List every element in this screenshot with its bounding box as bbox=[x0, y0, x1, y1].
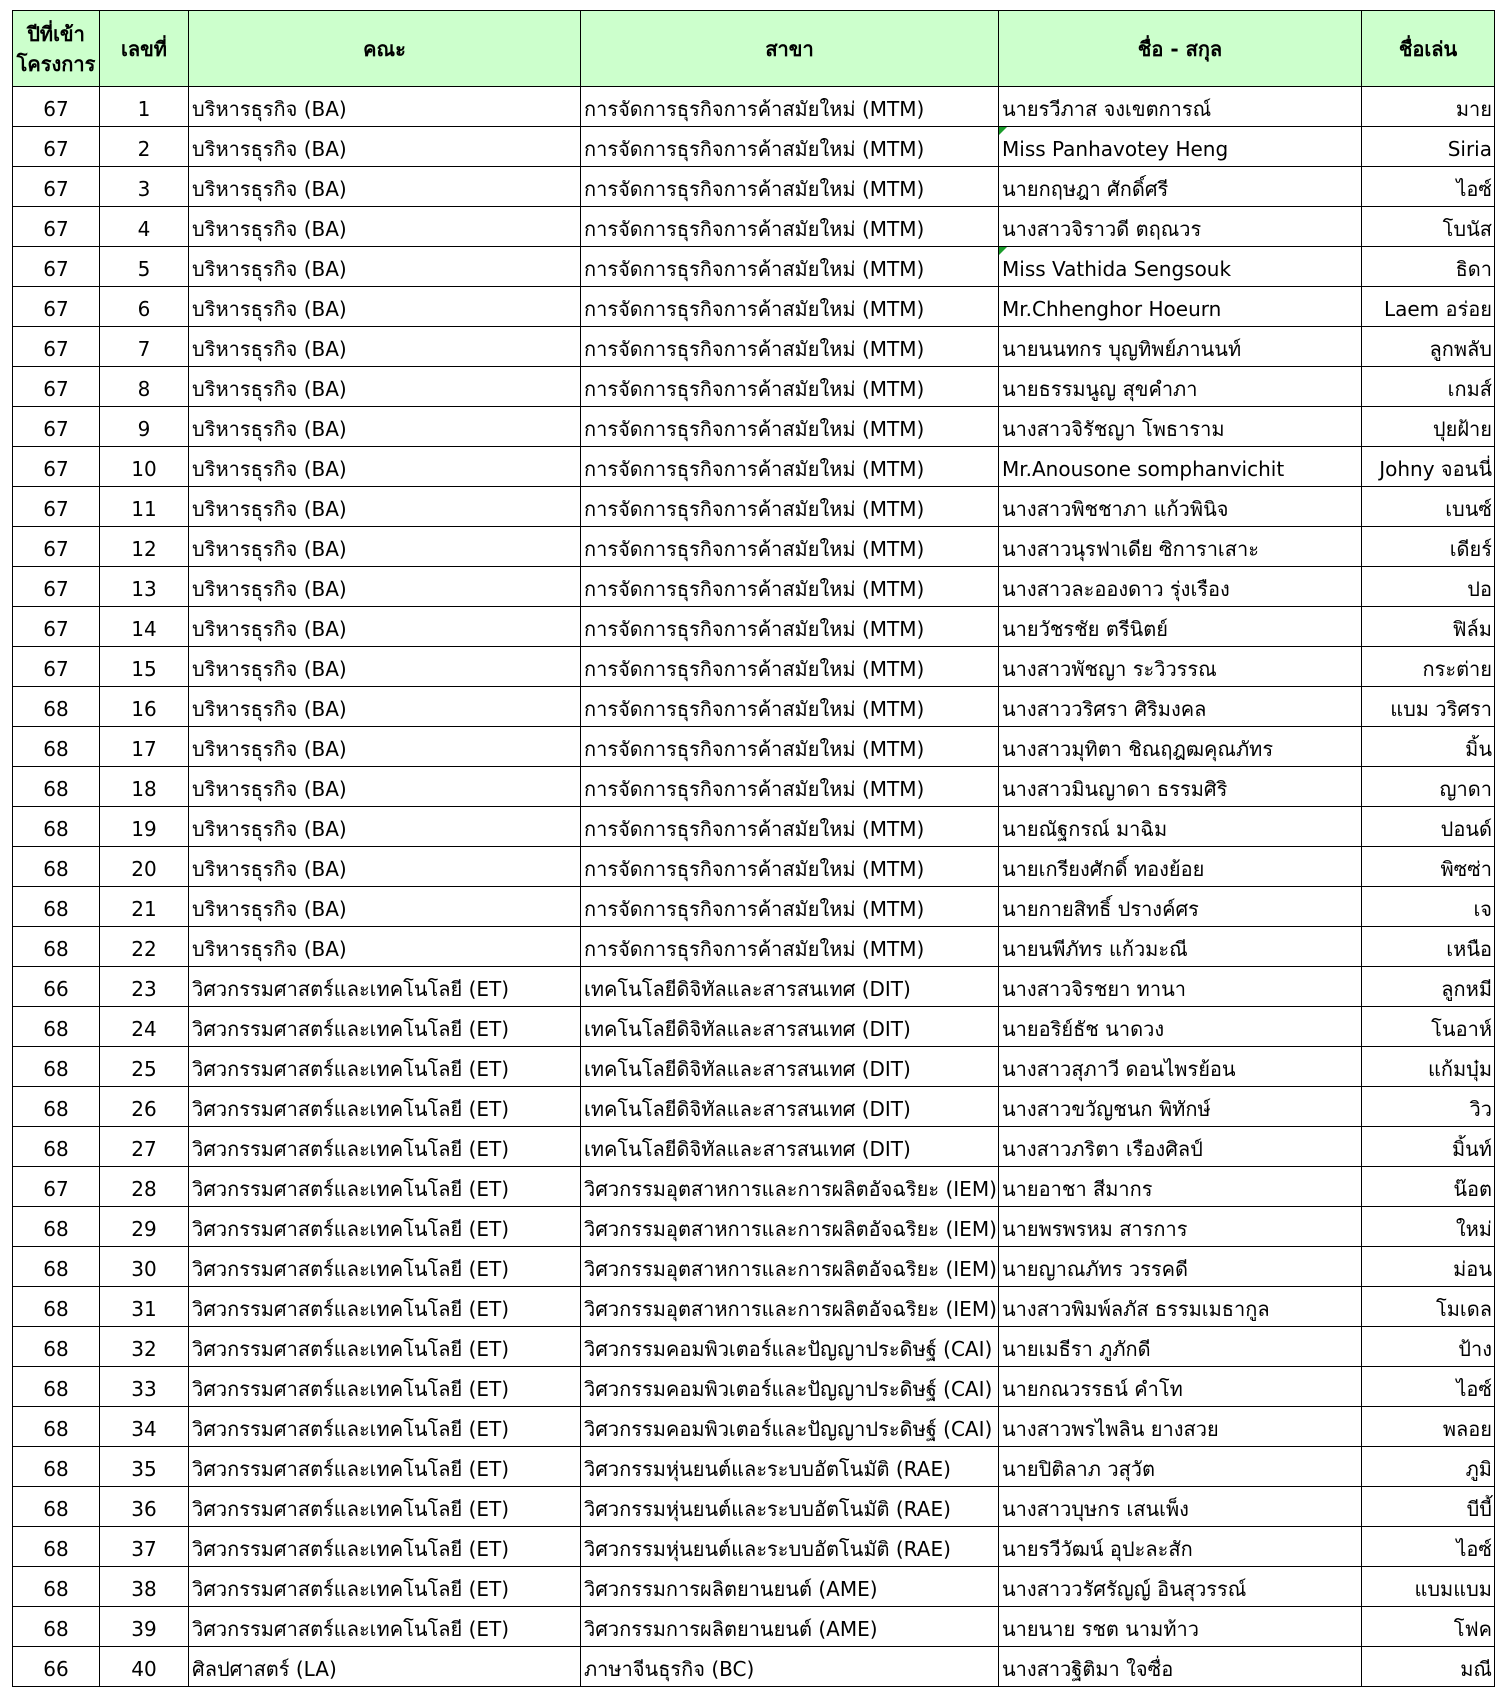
header-major[interactable]: สาขา bbox=[581, 11, 999, 87]
cell-major[interactable]: วิศวกรรมการผลิตยานยนต์ (AME) bbox=[581, 1607, 999, 1647]
cell-major[interactable]: วิศวกรรมหุ่นยนต์และระบบอัตโนมัติ (RAE) bbox=[581, 1447, 999, 1487]
table-row bbox=[13, 1647, 1495, 1687]
cell-faculty[interactable]: บริหารธุรกิจ (BA) bbox=[189, 847, 581, 887]
table-row bbox=[13, 327, 1495, 367]
cell-major[interactable]: วิศวกรรมอุตสาหการและการผลิตอัจฉริยะ (IEM) bbox=[581, 1207, 999, 1247]
cell-year[interactable]: 67 bbox=[13, 167, 100, 207]
cell-faculty[interactable]: วิศวกรรมศาสตร์และเทคโนโลยี (ET) bbox=[189, 1367, 581, 1407]
cell-major[interactable]: การจัดการธุรกิจการค้าสมัยใหม่ (MTM) bbox=[581, 367, 999, 407]
cell-no[interactable]: 8 bbox=[100, 367, 189, 407]
cell-no[interactable]: 10 bbox=[100, 447, 189, 487]
cell-nickname[interactable]: ใหม่ bbox=[1362, 1207, 1495, 1247]
cell-year[interactable]: 68 bbox=[13, 927, 100, 967]
cell-no[interactable]: 19 bbox=[100, 807, 189, 847]
cell-major[interactable]: การจัดการธุรกิจการค้าสมัยใหม่ (MTM) bbox=[581, 567, 999, 607]
cell-year[interactable]: 67 bbox=[13, 207, 100, 247]
cell-major[interactable]: การจัดการธุรกิจการค้าสมัยใหม่ (MTM) bbox=[581, 847, 999, 887]
cell-faculty[interactable]: วิศวกรรมศาสตร์และเทคโนโลยี (ET) bbox=[189, 1527, 581, 1567]
cell-no[interactable]: 14 bbox=[100, 607, 189, 647]
cell-year[interactable]: 68 bbox=[13, 1327, 100, 1367]
cell-faculty[interactable]: วิศวกรรมศาสตร์และเทคโนโลยี (ET) bbox=[189, 1607, 581, 1647]
cell-year[interactable]: 68 bbox=[13, 1447, 100, 1487]
cell-name[interactable]: นางสาวฐิติมา ใจซื่อ bbox=[999, 1647, 1362, 1687]
cell-year[interactable]: 66 bbox=[13, 1647, 100, 1687]
cell-major[interactable]: การจัดการธุรกิจการค้าสมัยใหม่ (MTM) bbox=[581, 287, 999, 327]
cell-name[interactable]: นางสาวภริตา เรืองศิลป์ bbox=[999, 1127, 1362, 1167]
table-row bbox=[13, 167, 1495, 207]
cell-name[interactable]: นายเกรียงศักดิ์ ทองย้อย bbox=[999, 847, 1362, 887]
cell-faculty[interactable]: วิศวกรรมศาสตร์และเทคโนโลยี (ET) bbox=[189, 1487, 581, 1527]
cell-faculty[interactable]: วิศวกรรมศาสตร์และเทคโนโลยี (ET) bbox=[189, 967, 581, 1007]
cell-no[interactable]: 21 bbox=[100, 887, 189, 927]
table-row bbox=[13, 87, 1495, 127]
cell-name[interactable]: นางสาวพรไพลิน ยางสวย bbox=[999, 1407, 1362, 1447]
cell-name[interactable]: นายอริย์ธัช นาดวง bbox=[999, 1007, 1362, 1047]
cell-major[interactable]: เทคโนโลยีดิจิทัลและสารสนเทศ (DIT) bbox=[581, 1047, 999, 1087]
cell-nickname[interactable]: น๊อต bbox=[1362, 1167, 1495, 1207]
cell-year[interactable]: 68 bbox=[13, 1487, 100, 1527]
table-row bbox=[13, 1207, 1495, 1247]
cell-faculty[interactable]: บริหารธุรกิจ (BA) bbox=[189, 247, 581, 287]
cell-major[interactable]: วิศวกรรมอุตสาหการและการผลิตอัจฉริยะ (IEM) bbox=[581, 1167, 999, 1207]
cell-faculty[interactable]: บริหารธุรกิจ (BA) bbox=[189, 447, 581, 487]
cell-no[interactable]: 7 bbox=[100, 327, 189, 367]
cell-name[interactable]: Mr.Chhenghor Hoeurn bbox=[999, 287, 1362, 327]
cell-year[interactable]: 68 bbox=[13, 1047, 100, 1087]
cell-name[interactable]: นางสาวขวัญชนก พิทักษ์ bbox=[999, 1087, 1362, 1127]
cell-year[interactable]: 67 bbox=[13, 647, 100, 687]
cell-nickname[interactable]: โบนัส bbox=[1362, 207, 1495, 247]
table-row bbox=[13, 1607, 1495, 1647]
cell-major[interactable]: วิศวกรรมการผลิตยานยนต์ (AME) bbox=[581, 1567, 999, 1607]
cell-no[interactable]: 18 bbox=[100, 767, 189, 807]
cell-name[interactable]: นายกายสิทธิ์ ปรางค์ศร bbox=[999, 887, 1362, 927]
cell-major[interactable]: การจัดการธุรกิจการค้าสมัยใหม่ (MTM) bbox=[581, 207, 999, 247]
table-row bbox=[13, 1047, 1495, 1087]
cell-name[interactable]: นางสาวพัชญา ระวิวรรณ bbox=[999, 647, 1362, 687]
table-row bbox=[13, 647, 1495, 687]
cell-faculty[interactable]: บริหารธุรกิจ (BA) bbox=[189, 727, 581, 767]
cell-faculty[interactable]: วิศวกรรมศาสตร์และเทคโนโลยี (ET) bbox=[189, 1167, 581, 1207]
cell-year[interactable]: 67 bbox=[13, 127, 100, 167]
cell-name[interactable]: นางสาววริศรา ศิริมงคล bbox=[999, 687, 1362, 727]
cell-nickname[interactable]: Laem อร่อย bbox=[1362, 287, 1495, 327]
cell-major[interactable]: เทคโนโลยีดิจิทัลและสารสนเทศ (DIT) bbox=[581, 967, 999, 1007]
cell-faculty[interactable]: บริหารธุรกิจ (BA) bbox=[189, 287, 581, 327]
cell-faculty[interactable]: ศิลปศาสตร์ (LA) bbox=[189, 1647, 581, 1687]
cell-nickname[interactable]: เบนซ์ bbox=[1362, 487, 1495, 527]
cell-name[interactable]: นางสาวจิรัชญา โพธาราม bbox=[999, 407, 1362, 447]
cell-faculty[interactable]: บริหารธุรกิจ (BA) bbox=[189, 807, 581, 847]
cell-faculty[interactable]: บริหารธุรกิจ (BA) bbox=[189, 167, 581, 207]
header-year[interactable] bbox=[13, 11, 100, 87]
cell-faculty[interactable]: วิศวกรรมศาสตร์และเทคโนโลยี (ET) bbox=[189, 1047, 581, 1087]
header-faculty[interactable]: คณะ bbox=[189, 11, 581, 87]
cell-no[interactable]: 13 bbox=[100, 567, 189, 607]
cell-year[interactable]: 67 bbox=[13, 247, 100, 287]
cell-major[interactable]: วิศวกรรมอุตสาหการและการผลิตอัจฉริยะ (IEM) bbox=[581, 1247, 999, 1287]
cell-faculty[interactable]: วิศวกรรมศาสตร์และเทคโนโลยี (ET) bbox=[189, 1327, 581, 1367]
cell-nickname[interactable]: พลอย bbox=[1362, 1407, 1495, 1447]
cell-name[interactable]: นายนพีภัทร แก้วมะณี bbox=[999, 927, 1362, 967]
cell-faculty[interactable]: บริหารธุรกิจ (BA) bbox=[189, 567, 581, 607]
cell-no[interactable]: 33 bbox=[100, 1367, 189, 1407]
cell-no[interactable]: 23 bbox=[100, 967, 189, 1007]
cell-year[interactable]: 68 bbox=[13, 807, 100, 847]
cell-faculty[interactable]: บริหารธุรกิจ (BA) bbox=[189, 407, 581, 447]
cell-faculty[interactable]: บริหารธุรกิจ (BA) bbox=[189, 647, 581, 687]
cell-name[interactable]: Miss Panhavotey Heng bbox=[999, 127, 1362, 167]
table-row bbox=[13, 1527, 1495, 1567]
cell-major[interactable]: การจัดการธุรกิจการค้าสมัยใหม่ (MTM) bbox=[581, 327, 999, 367]
cell-nickname[interactable]: แบม วริศรา bbox=[1362, 687, 1495, 727]
cell-faculty[interactable]: บริหารธุรกิจ (BA) bbox=[189, 527, 581, 567]
cell-no[interactable]: 1 bbox=[100, 87, 189, 127]
cell-name[interactable]: นางสาวพิชชาภา แก้วพินิจ bbox=[999, 487, 1362, 527]
cell-year[interactable]: 68 bbox=[13, 1127, 100, 1167]
table-row bbox=[13, 1327, 1495, 1367]
header-no[interactable]: เลขที่ bbox=[100, 11, 189, 87]
cell-major[interactable]: การจัดการธุรกิจการค้าสมัยใหม่ (MTM) bbox=[581, 767, 999, 807]
cell-year[interactable]: 67 bbox=[13, 87, 100, 127]
cell-no[interactable]: 27 bbox=[100, 1127, 189, 1167]
cell-nickname[interactable]: ฟิล์ม bbox=[1362, 607, 1495, 647]
cell-no[interactable]: 34 bbox=[100, 1407, 189, 1447]
cell-year[interactable]: 68 bbox=[13, 1527, 100, 1567]
cell-major[interactable]: การจัดการธุรกิจการค้าสมัยใหม่ (MTM) bbox=[581, 167, 999, 207]
cell-major[interactable]: การจัดการธุรกิจการค้าสมัยใหม่ (MTM) bbox=[581, 87, 999, 127]
cell-faculty[interactable]: วิศวกรรมศาสตร์และเทคโนโลยี (ET) bbox=[189, 1247, 581, 1287]
cell-nickname[interactable]: ปอนด์ bbox=[1362, 807, 1495, 847]
table-row bbox=[13, 407, 1495, 447]
header-year-line2: โครงการ bbox=[16, 51, 96, 76]
cell-faculty[interactable]: วิศวกรรมศาสตร์และเทคโนโลยี (ET) bbox=[189, 1207, 581, 1247]
table-row bbox=[13, 807, 1495, 847]
cell-nickname[interactable]: โฟค bbox=[1362, 1607, 1495, 1647]
header-nickname[interactable]: ชื่อเล่น bbox=[1362, 11, 1495, 87]
cell-year[interactable]: 68 bbox=[13, 1087, 100, 1127]
cell-faculty[interactable]: วิศวกรรมศาสตร์และเทคโนโลยี (ET) bbox=[189, 1567, 581, 1607]
cell-no[interactable]: 11 bbox=[100, 487, 189, 527]
table-row bbox=[13, 527, 1495, 567]
cell-nickname[interactable]: แบมแบม bbox=[1362, 1567, 1495, 1607]
cell-year[interactable]: 68 bbox=[13, 1247, 100, 1287]
cell-no[interactable]: 25 bbox=[100, 1047, 189, 1087]
cell-name[interactable]: นายกฤษฎา ศักดิ์ศรี bbox=[999, 167, 1362, 207]
cell-faculty[interactable]: บริหารธุรกิจ (BA) bbox=[189, 327, 581, 367]
cell-year[interactable]: 67 bbox=[13, 487, 100, 527]
cell-no[interactable]: 39 bbox=[100, 1607, 189, 1647]
cell-major[interactable]: การจัดการธุรกิจการค้าสมัยใหม่ (MTM) bbox=[581, 647, 999, 687]
cell-year[interactable]: 68 bbox=[13, 887, 100, 927]
cell-faculty[interactable]: วิศวกรรมศาสตร์และเทคโนโลยี (ET) bbox=[189, 1447, 581, 1487]
cell-year[interactable]: 67 bbox=[13, 527, 100, 567]
cell-year[interactable]: 68 bbox=[13, 847, 100, 887]
table-row bbox=[13, 687, 1495, 727]
table-row bbox=[13, 127, 1495, 167]
cell-nickname[interactable]: Siria bbox=[1362, 127, 1495, 167]
table-row bbox=[13, 887, 1495, 927]
cell-year[interactable]: 67 bbox=[13, 607, 100, 647]
cell-nickname[interactable]: ม่อน bbox=[1362, 1247, 1495, 1287]
cell-nickname[interactable]: เดียร์ bbox=[1362, 527, 1495, 567]
cell-name[interactable]: นายวัชรชัย ตรีนิตย์ bbox=[999, 607, 1362, 647]
table-row bbox=[13, 967, 1495, 1007]
cell-nickname[interactable]: ญาดา bbox=[1362, 767, 1495, 807]
cell-name[interactable]: นางสาวละอองดาว รุ่งเรือง bbox=[999, 567, 1362, 607]
cell-faculty[interactable]: บริหารธุรกิจ (BA) bbox=[189, 887, 581, 927]
cell-nickname[interactable]: เกมส์ bbox=[1362, 367, 1495, 407]
cell-year[interactable]: 68 bbox=[13, 687, 100, 727]
table-row bbox=[13, 567, 1495, 607]
cell-faculty[interactable]: บริหารธุรกิจ (BA) bbox=[189, 687, 581, 727]
table-row bbox=[13, 1287, 1495, 1327]
cell-nickname[interactable]: ไอซ์ bbox=[1362, 167, 1495, 207]
cell-nickname[interactable]: วิว bbox=[1362, 1087, 1495, 1127]
cell-nickname[interactable]: โนอาห์ bbox=[1362, 1007, 1495, 1047]
cell-name[interactable]: นางสาวมินญาดา ธรรมศิริ bbox=[999, 767, 1362, 807]
cell-year[interactable]: 68 bbox=[13, 1607, 100, 1647]
cell-major[interactable]: วิศวกรรมอุตสาหการและการผลิตอัจฉริยะ (IEM) bbox=[581, 1287, 999, 1327]
cell-major[interactable]: วิศวกรรมหุ่นยนต์และระบบอัตโนมัติ (RAE) bbox=[581, 1487, 999, 1527]
cell-nickname[interactable]: ไอซ์ bbox=[1362, 1527, 1495, 1567]
cell-no[interactable]: 15 bbox=[100, 647, 189, 687]
cell-faculty[interactable]: วิศวกรรมศาสตร์และเทคโนโลยี (ET) bbox=[189, 1127, 581, 1167]
cell-nickname[interactable]: ไอซ์ bbox=[1362, 1367, 1495, 1407]
cell-year[interactable]: 67 bbox=[13, 407, 100, 447]
cell-major[interactable]: การจัดการธุรกิจการค้าสมัยใหม่ (MTM) bbox=[581, 447, 999, 487]
cell-no[interactable]: 6 bbox=[100, 287, 189, 327]
cell-faculty[interactable]: บริหารธุรกิจ (BA) bbox=[189, 127, 581, 167]
cell-major[interactable]: วิศวกรรมคอมพิวเตอร์และปัญญาประดิษฐ์ (CAI) bbox=[581, 1407, 999, 1447]
cell-year[interactable]: 68 bbox=[13, 1567, 100, 1607]
cell-major[interactable]: การจัดการธุรกิจการค้าสมัยใหม่ (MTM) bbox=[581, 807, 999, 847]
cell-year[interactable]: 68 bbox=[13, 1207, 100, 1247]
cell-nickname[interactable]: ปุยฝ้าย bbox=[1362, 407, 1495, 447]
cell-year[interactable]: 68 bbox=[13, 767, 100, 807]
cell-faculty[interactable]: วิศวกรรมศาสตร์และเทคโนโลยี (ET) bbox=[189, 1407, 581, 1447]
cell-faculty[interactable]: วิศวกรรมศาสตร์และเทคโนโลยี (ET) bbox=[189, 1087, 581, 1127]
cell-no[interactable]: 12 bbox=[100, 527, 189, 567]
table-row bbox=[13, 927, 1495, 967]
cell-name[interactable]: นายอาชา สีมากร bbox=[999, 1167, 1362, 1207]
cell-name[interactable]: นายรวีวัฒน์ อุปะละสัก bbox=[999, 1527, 1362, 1567]
table-row bbox=[13, 1407, 1495, 1447]
table-row bbox=[13, 1007, 1495, 1047]
cell-nickname[interactable]: Johny จอนนี่ bbox=[1362, 447, 1495, 487]
cell-name[interactable]: นางสาวจิรชยา ทานา bbox=[999, 967, 1362, 1007]
cell-name[interactable]: นายนนทกร บุญทิพย์ภานนท์ bbox=[999, 327, 1362, 367]
cell-major[interactable]: วิศวกรรมคอมพิวเตอร์และปัญญาประดิษฐ์ (CAI) bbox=[581, 1327, 999, 1367]
cell-nickname[interactable]: มาย bbox=[1362, 87, 1495, 127]
cell-no[interactable]: 36 bbox=[100, 1487, 189, 1527]
cell-nickname[interactable]: มิ้น bbox=[1362, 727, 1495, 767]
cell-name[interactable]: นายญาณภัทร วรรคดี bbox=[999, 1247, 1362, 1287]
cell-major[interactable]: การจัดการธุรกิจการค้าสมัยใหม่ (MTM) bbox=[581, 687, 999, 727]
cell-name[interactable]: Mr.Anousone somphanvichit bbox=[999, 447, 1362, 487]
table-row bbox=[13, 1367, 1495, 1407]
cell-faculty[interactable]: วิศวกรรมศาสตร์และเทคโนโลยี (ET) bbox=[189, 1007, 581, 1047]
table-row bbox=[13, 1487, 1495, 1527]
cell-name[interactable]: นายธรรมนูญ สุขคำภา bbox=[999, 367, 1362, 407]
cell-faculty[interactable]: บริหารธุรกิจ (BA) bbox=[189, 607, 581, 647]
cell-nickname[interactable]: โมเดล bbox=[1362, 1287, 1495, 1327]
cell-major[interactable]: เทคโนโลยีดิจิทัลและสารสนเทศ (DIT) bbox=[581, 1127, 999, 1167]
table-row bbox=[13, 1087, 1495, 1127]
table-row bbox=[13, 607, 1495, 647]
cell-name[interactable]: นายปิติลาภ วสุวัต bbox=[999, 1447, 1362, 1487]
cell-name[interactable]: นางสาวพิมพ์ลภัส ธรรมเมธากูล bbox=[999, 1287, 1362, 1327]
table-row bbox=[13, 447, 1495, 487]
cell-name[interactable]: นางสาวบุษกร เสนเพ็ง bbox=[999, 1487, 1362, 1527]
cell-major[interactable]: การจัดการธุรกิจการค้าสมัยใหม่ (MTM) bbox=[581, 607, 999, 647]
table-row bbox=[13, 247, 1495, 287]
cell-name[interactable]: นางสาวจิราวดี ตฤณวร bbox=[999, 207, 1362, 247]
cell-name[interactable]: นางสาวสุภาวี ดอนไพรย้อน bbox=[999, 1047, 1362, 1087]
table-row bbox=[13, 1247, 1495, 1287]
header-name[interactable]: ชื่อ - สกุล bbox=[999, 11, 1362, 87]
cell-faculty[interactable]: บริหารธุรกิจ (BA) bbox=[189, 207, 581, 247]
cell-name[interactable]: นายกณวรรธน์ คำโท bbox=[999, 1367, 1362, 1407]
table-row bbox=[13, 847, 1495, 887]
cell-no[interactable]: 28 bbox=[100, 1167, 189, 1207]
header-row bbox=[13, 11, 1495, 87]
cell-nickname[interactable]: ธิดา bbox=[1362, 247, 1495, 287]
cell-year[interactable]: 67 bbox=[13, 567, 100, 607]
cell-no[interactable]: 26 bbox=[100, 1087, 189, 1127]
cell-major[interactable]: ภาษาจีนธุรกิจ (BC) bbox=[581, 1647, 999, 1687]
cell-year[interactable]: 68 bbox=[13, 1407, 100, 1447]
cell-no[interactable]: 32 bbox=[100, 1327, 189, 1367]
cell-major[interactable]: เทคโนโลยีดิจิทัลและสารสนเทศ (DIT) bbox=[581, 1087, 999, 1127]
cell-major[interactable]: การจัดการธุรกิจการค้าสมัยใหม่ (MTM) bbox=[581, 887, 999, 927]
table-row bbox=[13, 287, 1495, 327]
cell-no[interactable]: 20 bbox=[100, 847, 189, 887]
table-row bbox=[13, 1447, 1495, 1487]
cell-year[interactable]: 68 bbox=[13, 1367, 100, 1407]
cell-no[interactable]: 2 bbox=[100, 127, 189, 167]
cell-no[interactable]: 37 bbox=[100, 1527, 189, 1567]
cell-name[interactable]: นายพรพรหม สารการ bbox=[999, 1207, 1362, 1247]
cell-major[interactable]: การจัดการธุรกิจการค้าสมัยใหม่ (MTM) bbox=[581, 927, 999, 967]
cell-faculty[interactable]: บริหารธุรกิจ (BA) bbox=[189, 927, 581, 967]
cell-no[interactable]: 17 bbox=[100, 727, 189, 767]
cell-no[interactable]: 16 bbox=[100, 687, 189, 727]
cell-faculty[interactable]: วิศวกรรมศาสตร์และเทคโนโลยี (ET) bbox=[189, 1287, 581, 1327]
cell-name[interactable]: นายเมธีรา ภูภักดี bbox=[999, 1327, 1362, 1367]
cell-no[interactable]: 29 bbox=[100, 1207, 189, 1247]
spreadsheet bbox=[12, 10, 1495, 1687]
cell-nickname[interactable]: เหนือ bbox=[1362, 927, 1495, 967]
table-row bbox=[13, 207, 1495, 247]
cell-faculty[interactable]: บริหารธุรกิจ (BA) bbox=[189, 767, 581, 807]
cell-major[interactable]: วิศวกรรมคอมพิวเตอร์และปัญญาประดิษฐ์ (CAI) bbox=[581, 1367, 999, 1407]
cell-no[interactable]: 40 bbox=[100, 1647, 189, 1687]
table-body bbox=[13, 87, 1495, 1687]
cell-nickname[interactable]: เจ bbox=[1362, 887, 1495, 927]
table-row bbox=[13, 487, 1495, 527]
cell-nickname[interactable]: ลูกหมี bbox=[1362, 967, 1495, 1007]
cell-no[interactable]: 3 bbox=[100, 167, 189, 207]
cell-name[interactable]: Miss Vathida Sengsouk bbox=[999, 247, 1362, 287]
student-table bbox=[12, 10, 1495, 1687]
cell-name[interactable]: นายนาย รชต นามท้าว bbox=[999, 1607, 1362, 1647]
cell-name[interactable]: นายรวีภาส จงเขตการณ์ bbox=[999, 87, 1362, 127]
cell-name[interactable]: นางสาวมุทิตา ชิณฤฎฒคุณภัทร bbox=[999, 727, 1362, 767]
cell-faculty[interactable]: บริหารธุรกิจ (BA) bbox=[189, 367, 581, 407]
cell-year[interactable]: 68 bbox=[13, 1007, 100, 1047]
cell-name[interactable]: นางสาววรัศรัญญ์ อินสุวรรณ์ bbox=[999, 1567, 1362, 1607]
cell-no[interactable]: 24 bbox=[100, 1007, 189, 1047]
cell-no[interactable]: 5 bbox=[100, 247, 189, 287]
cell-faculty[interactable]: บริหารธุรกิจ (BA) bbox=[189, 487, 581, 527]
cell-year[interactable]: 67 bbox=[13, 447, 100, 487]
header-year-line1: ปีที่เข้า bbox=[27, 21, 85, 46]
table-row bbox=[13, 1567, 1495, 1607]
cell-no[interactable]: 38 bbox=[100, 1567, 189, 1607]
cell-no[interactable]: 35 bbox=[100, 1447, 189, 1487]
cell-no[interactable]: 30 bbox=[100, 1247, 189, 1287]
cell-no[interactable]: 4 bbox=[100, 207, 189, 247]
cell-no[interactable]: 22 bbox=[100, 927, 189, 967]
cell-year[interactable]: 67 bbox=[13, 327, 100, 367]
cell-year[interactable]: 68 bbox=[13, 727, 100, 767]
cell-major[interactable]: การจัดการธุรกิจการค้าสมัยใหม่ (MTM) bbox=[581, 247, 999, 287]
cell-nickname[interactable]: ป้าง bbox=[1362, 1327, 1495, 1367]
cell-major[interactable]: การจัดการธุรกิจการค้าสมัยใหม่ (MTM) bbox=[581, 407, 999, 447]
cell-major[interactable]: เทคโนโลยีดิจิทัลและสารสนเทศ (DIT) bbox=[581, 1007, 999, 1047]
cell-year[interactable]: 67 bbox=[13, 287, 100, 327]
cell-name[interactable]: นางสาวนุรฟาเดีย ซิการาเสาะ bbox=[999, 527, 1362, 567]
cell-year[interactable]: 68 bbox=[13, 1287, 100, 1327]
cell-nickname[interactable]: กระต่าย bbox=[1362, 647, 1495, 687]
cell-major[interactable]: การจัดการธุรกิจการค้าสมัยใหม่ (MTM) bbox=[581, 527, 999, 567]
cell-year[interactable]: 66 bbox=[13, 967, 100, 1007]
table-row bbox=[13, 767, 1495, 807]
cell-nickname[interactable]: มิ้นท์ bbox=[1362, 1127, 1495, 1167]
table-row bbox=[13, 1127, 1495, 1167]
table-row bbox=[13, 367, 1495, 407]
table-row bbox=[13, 727, 1495, 767]
cell-nickname[interactable]: มณี bbox=[1362, 1647, 1495, 1687]
cell-nickname[interactable]: พิซซ่า bbox=[1362, 847, 1495, 887]
table-row bbox=[13, 1167, 1495, 1207]
cell-nickname[interactable]: ปอ bbox=[1362, 567, 1495, 607]
cell-no[interactable]: 31 bbox=[100, 1287, 189, 1327]
cell-major[interactable]: การจัดการธุรกิจการค้าสมัยใหม่ (MTM) bbox=[581, 727, 999, 767]
cell-nickname[interactable]: บีบี้ bbox=[1362, 1487, 1495, 1527]
cell-major[interactable]: การจัดการธุรกิจการค้าสมัยใหม่ (MTM) bbox=[581, 127, 999, 167]
cell-name[interactable]: นายณัฐกรณ์ มาฉิม bbox=[999, 807, 1362, 847]
cell-major[interactable]: วิศวกรรมหุ่นยนต์และระบบอัตโนมัติ (RAE) bbox=[581, 1527, 999, 1567]
cell-no[interactable]: 9 bbox=[100, 407, 189, 447]
cell-nickname[interactable]: แก้มบุ๋ม bbox=[1362, 1047, 1495, 1087]
cell-year[interactable]: 67 bbox=[13, 1167, 100, 1207]
cell-nickname[interactable]: ลูกพลับ bbox=[1362, 327, 1495, 367]
cell-year[interactable]: 67 bbox=[13, 367, 100, 407]
cell-major[interactable]: การจัดการธุรกิจการค้าสมัยใหม่ (MTM) bbox=[581, 487, 999, 527]
cell-nickname[interactable]: ภูมิ bbox=[1362, 1447, 1495, 1487]
cell-faculty[interactable]: บริหารธุรกิจ (BA) bbox=[189, 87, 581, 127]
